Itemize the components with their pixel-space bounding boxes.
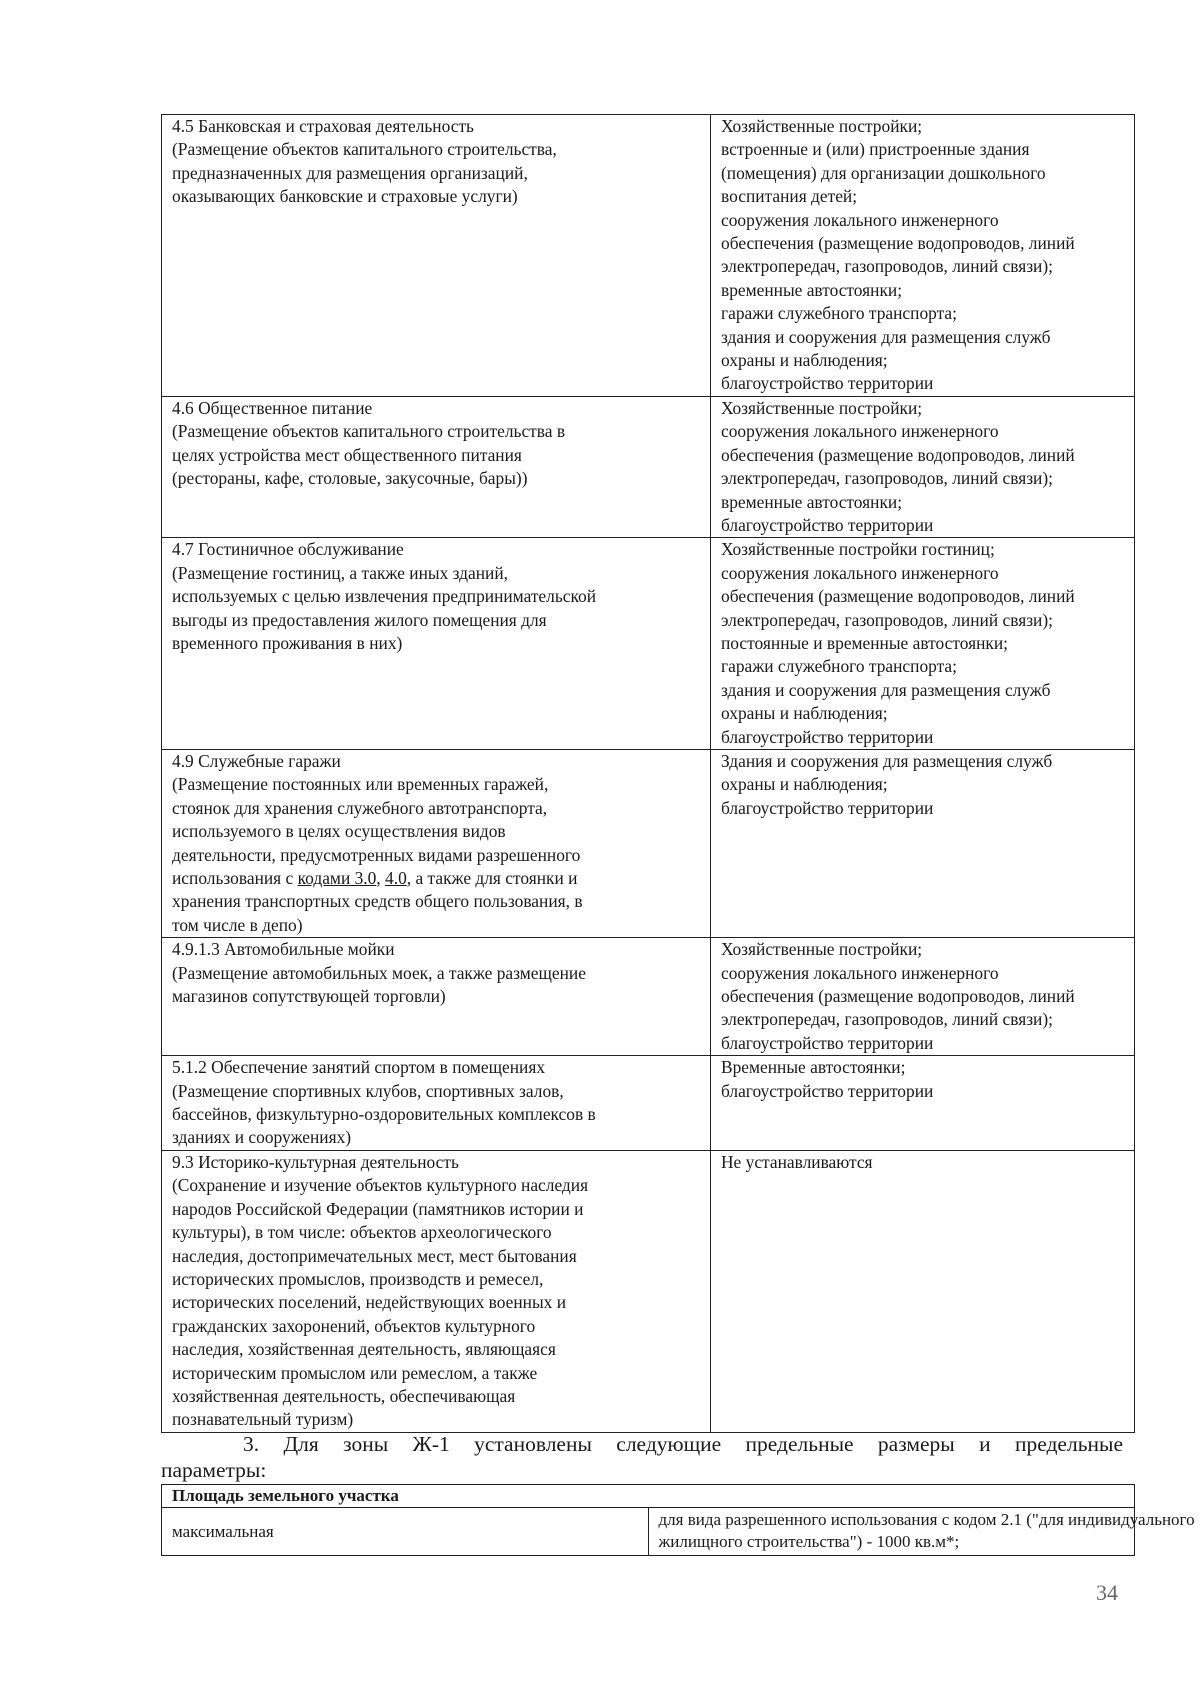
use-type-line: использования с кодами 3.0, 4.0, а также для стоянки и bbox=[172, 868, 578, 888]
use-type-line: оказывающих банковские и страховые услуги) bbox=[172, 186, 518, 207]
parameters-header: Площадь земельного участка bbox=[162, 1485, 1135, 1508]
auxiliary-use-line: здания и сооружения для размещения служб bbox=[721, 679, 1051, 700]
auxiliary-use-cell bbox=[711, 115, 1135, 397]
auxiliary-use-cell bbox=[711, 749, 1135, 937]
parameter-value-line: жилищного строительства") - 1000 кв.м*; bbox=[658, 1532, 960, 1551]
auxiliary-use-line: здания и сооружения для размещения служб bbox=[721, 326, 1051, 347]
use-type-line: исторических промыслов, производств и ремесел, bbox=[172, 1268, 544, 1289]
permitted-uses-table-body bbox=[162, 115, 1135, 1433]
use-type-line: 5.1.2 Обеспечение занятий спортом в помещениях bbox=[172, 1057, 546, 1078]
auxiliary-use-line: обеспечения (размещение водопроводов, линий bbox=[721, 233, 1075, 254]
auxiliary-use-line: сооружения локального инженерного bbox=[721, 962, 999, 983]
use-type-line: том числе в депо) bbox=[172, 914, 303, 935]
use-type-cell bbox=[162, 1150, 711, 1432]
use-type-line: (Размещение гостиниц, а также иных зданий, bbox=[172, 562, 509, 583]
use-type-line: целях устройства мест общественного питания bbox=[172, 444, 522, 465]
use-type-line: магазинов сопутствующей торговли) bbox=[172, 986, 446, 1007]
use-type-line: народов Российской Федерации (памятников истории и bbox=[172, 1198, 584, 1219]
auxiliary-use-line: благоустройство территории bbox=[721, 1032, 934, 1053]
use-type-line: 9.3 Историко-культурная деятельность bbox=[172, 1151, 459, 1172]
use-type-line: 4.9 Служебные гаражи bbox=[172, 750, 341, 771]
use-type-line: 4.9.1.3 Автомобильные мойки bbox=[172, 939, 395, 960]
auxiliary-use-cell bbox=[711, 1150, 1135, 1432]
auxiliary-use-cell bbox=[711, 538, 1135, 750]
use-type-line: бассейнов, физкультурно-оздоровительных комплексов в bbox=[172, 1104, 596, 1125]
use-type-line: 4.7 Гостиничное обслуживание bbox=[172, 539, 404, 560]
use-type-cell bbox=[162, 115, 711, 397]
auxiliary-use-line: временные автостоянки; bbox=[721, 279, 903, 300]
auxiliary-use-line: Хозяйственные постройки гостиниц; bbox=[721, 539, 995, 560]
use-type-cell bbox=[162, 538, 711, 750]
auxiliary-use-line: сооружения локального инженерного bbox=[721, 562, 999, 583]
use-type-line: гражданских захоронений, объектов культурного bbox=[172, 1315, 536, 1336]
parameter-label: максимальная bbox=[162, 1508, 649, 1556]
auxiliary-use-line: охраны и наблюдения; bbox=[721, 350, 888, 371]
auxiliary-use-line: обеспечения (размещение водопроводов, линий bbox=[721, 444, 1075, 465]
use-type-cell bbox=[162, 1056, 711, 1151]
uses-table-row bbox=[162, 396, 1135, 537]
use-type-line: 4.5 Банковская и страховая деятельность bbox=[172, 116, 474, 136]
use-type-line: зданиях и сооружениях) bbox=[172, 1127, 352, 1148]
uses-table-row bbox=[162, 538, 1135, 750]
use-type-line: культуры), в том числе: объектов археологического bbox=[172, 1222, 552, 1243]
parameters-row bbox=[162, 1508, 1135, 1556]
parameter-value-line: для вида разрешенного использования с кодом 2.1 ("для индивидуального bbox=[658, 1510, 1195, 1529]
uses-table-row bbox=[162, 749, 1135, 937]
auxiliary-use-line: охраны и наблюдения; bbox=[721, 703, 888, 724]
auxiliary-use-line: электропередач, газопроводов, линий связи); bbox=[721, 256, 1053, 277]
auxiliary-use-line: встроенные и (или) пристроенные здания bbox=[721, 139, 1030, 160]
uses-table-row bbox=[162, 1056, 1135, 1151]
use-type-line: (Размещение объектов капитального строительства, bbox=[172, 139, 557, 160]
auxiliary-use-line: обеспечения (размещение водопроводов, линий bbox=[721, 986, 1075, 1007]
use-type-line: используемых с целью извлечения предпринимательской bbox=[172, 586, 597, 607]
use-type-line: (рестораны, кафе, столовые, закусочные, бары)) bbox=[172, 468, 528, 489]
auxiliary-use-cell bbox=[711, 938, 1135, 1056]
use-type-cell bbox=[162, 396, 711, 537]
auxiliary-use-line: гаражи служебного транспорта; bbox=[721, 656, 957, 677]
auxiliary-use-line: гаражи служебного транспорта; bbox=[721, 303, 957, 324]
zone-paragraph-line-1 bbox=[161, 1431, 1123, 1457]
parameters-table bbox=[161, 1484, 1195, 1556]
use-type-cell bbox=[162, 938, 711, 1056]
use-type-line: познавательный туризм) bbox=[172, 1409, 354, 1430]
uses-table-row bbox=[162, 1150, 1135, 1432]
use-type-line: используемого в целях осуществления видов bbox=[172, 821, 506, 842]
auxiliary-use-line: Хозяйственные постройки; bbox=[721, 939, 923, 960]
use-type-line: выгоды из предоставления жилого помещения для bbox=[172, 609, 547, 630]
auxiliary-use-line: Не устанавливаются bbox=[721, 1151, 873, 1172]
use-type-line: (Размещение постоянных или временных гаражей, bbox=[172, 774, 549, 795]
use-type-line: наследия, достопримечательных мест, мест бытования bbox=[172, 1245, 577, 1266]
auxiliary-use-line: Здания и сооружения для размещения служб bbox=[721, 750, 1053, 771]
zone-paragraph-text-1: 3. Для зоны Ж-1 установлены следующие предельные размеры и предельные bbox=[243, 1432, 1123, 1456]
code-reference-link[interactable]: кодами 3.0 bbox=[297, 868, 377, 888]
auxiliary-use-line: электропередач, газопроводов, линий связи); bbox=[721, 609, 1053, 630]
use-type-line: историческим промыслом или ремеслом, а также bbox=[172, 1362, 538, 1383]
uses-table-row bbox=[162, 938, 1135, 1056]
auxiliary-use-line: сооружения локального инженерного bbox=[721, 209, 999, 230]
use-type-line: хозяйственная деятельность, обеспечивающая bbox=[172, 1385, 516, 1406]
use-type-line: предназначенных для размещения организаций, bbox=[172, 162, 528, 183]
auxiliary-use-line: обеспечения (размещение водопроводов, линий bbox=[721, 586, 1075, 607]
use-type-line: наследия, хозяйственная деятельность, являющаяся bbox=[172, 1339, 556, 1360]
auxiliary-use-line: благоустройство территории bbox=[721, 726, 934, 747]
use-type-line: стоянок для хранения служебного автотранспорта, bbox=[172, 797, 548, 818]
use-type-cell bbox=[162, 749, 711, 937]
auxiliary-use-line: благоустройство территории bbox=[721, 797, 934, 818]
uses-table-row bbox=[162, 115, 1135, 397]
auxiliary-use-cell bbox=[711, 1056, 1135, 1151]
auxiliary-use-line: электропередач, газопроводов, линий связи); bbox=[721, 1009, 1053, 1030]
permitted-uses-table bbox=[161, 114, 1135, 1433]
auxiliary-use-line: воспитания детей; bbox=[721, 186, 858, 207]
use-type-line: (Размещение объектов капитального строительства в bbox=[172, 421, 566, 442]
parameter-value bbox=[648, 1508, 1195, 1556]
auxiliary-use-line: сооружения локального инженерного bbox=[721, 421, 999, 442]
auxiliary-use-line: благоустройство территории bbox=[721, 373, 934, 394]
auxiliary-use-line: Временные автостоянки; bbox=[721, 1057, 906, 1078]
code-reference-link[interactable]: 4.0 bbox=[385, 868, 407, 888]
use-type-line: исторических поселений, недействующих военных и bbox=[172, 1292, 567, 1313]
use-type-line: временного проживания в них) bbox=[172, 632, 403, 653]
use-type-line: (Размещение спортивных клубов, спортивных залов, bbox=[172, 1080, 564, 1101]
auxiliary-use-line: охраны и наблюдения; bbox=[721, 774, 888, 795]
auxiliary-use-line: постоянные и временные автостоянки; bbox=[721, 632, 1008, 653]
auxiliary-use-line: Хозяйственные постройки; bbox=[721, 397, 923, 418]
auxiliary-use-line: благоустройство территории bbox=[721, 514, 934, 535]
auxiliary-use-cell bbox=[711, 396, 1135, 537]
use-type-line: (Сохранение и изучение объектов культурного наследия bbox=[172, 1175, 589, 1196]
auxiliary-use-line: благоустройство территории bbox=[721, 1080, 934, 1101]
auxiliary-use-line: (помещения) для организации дошкольного bbox=[721, 162, 1046, 183]
zone-paragraph-line-2: параметры: bbox=[161, 1458, 267, 1482]
use-type-line: (Размещение автомобильных моек, а также размещение bbox=[172, 962, 586, 983]
auxiliary-use-line: временные автостоянки; bbox=[721, 491, 903, 512]
parameters-header-row bbox=[162, 1485, 1135, 1508]
auxiliary-use-line: Хозяйственные постройки; bbox=[721, 116, 923, 136]
use-type-line: 4.6 Общественное питание bbox=[172, 397, 373, 418]
page-number: 34 bbox=[1096, 1580, 1118, 1605]
use-type-line: деятельности, предусмотренных видами разрешенного bbox=[172, 844, 581, 865]
use-type-line: хранения транспортных средств общего пользования, в bbox=[172, 891, 583, 912]
auxiliary-use-line: электропередач, газопроводов, линий связи); bbox=[721, 468, 1053, 489]
